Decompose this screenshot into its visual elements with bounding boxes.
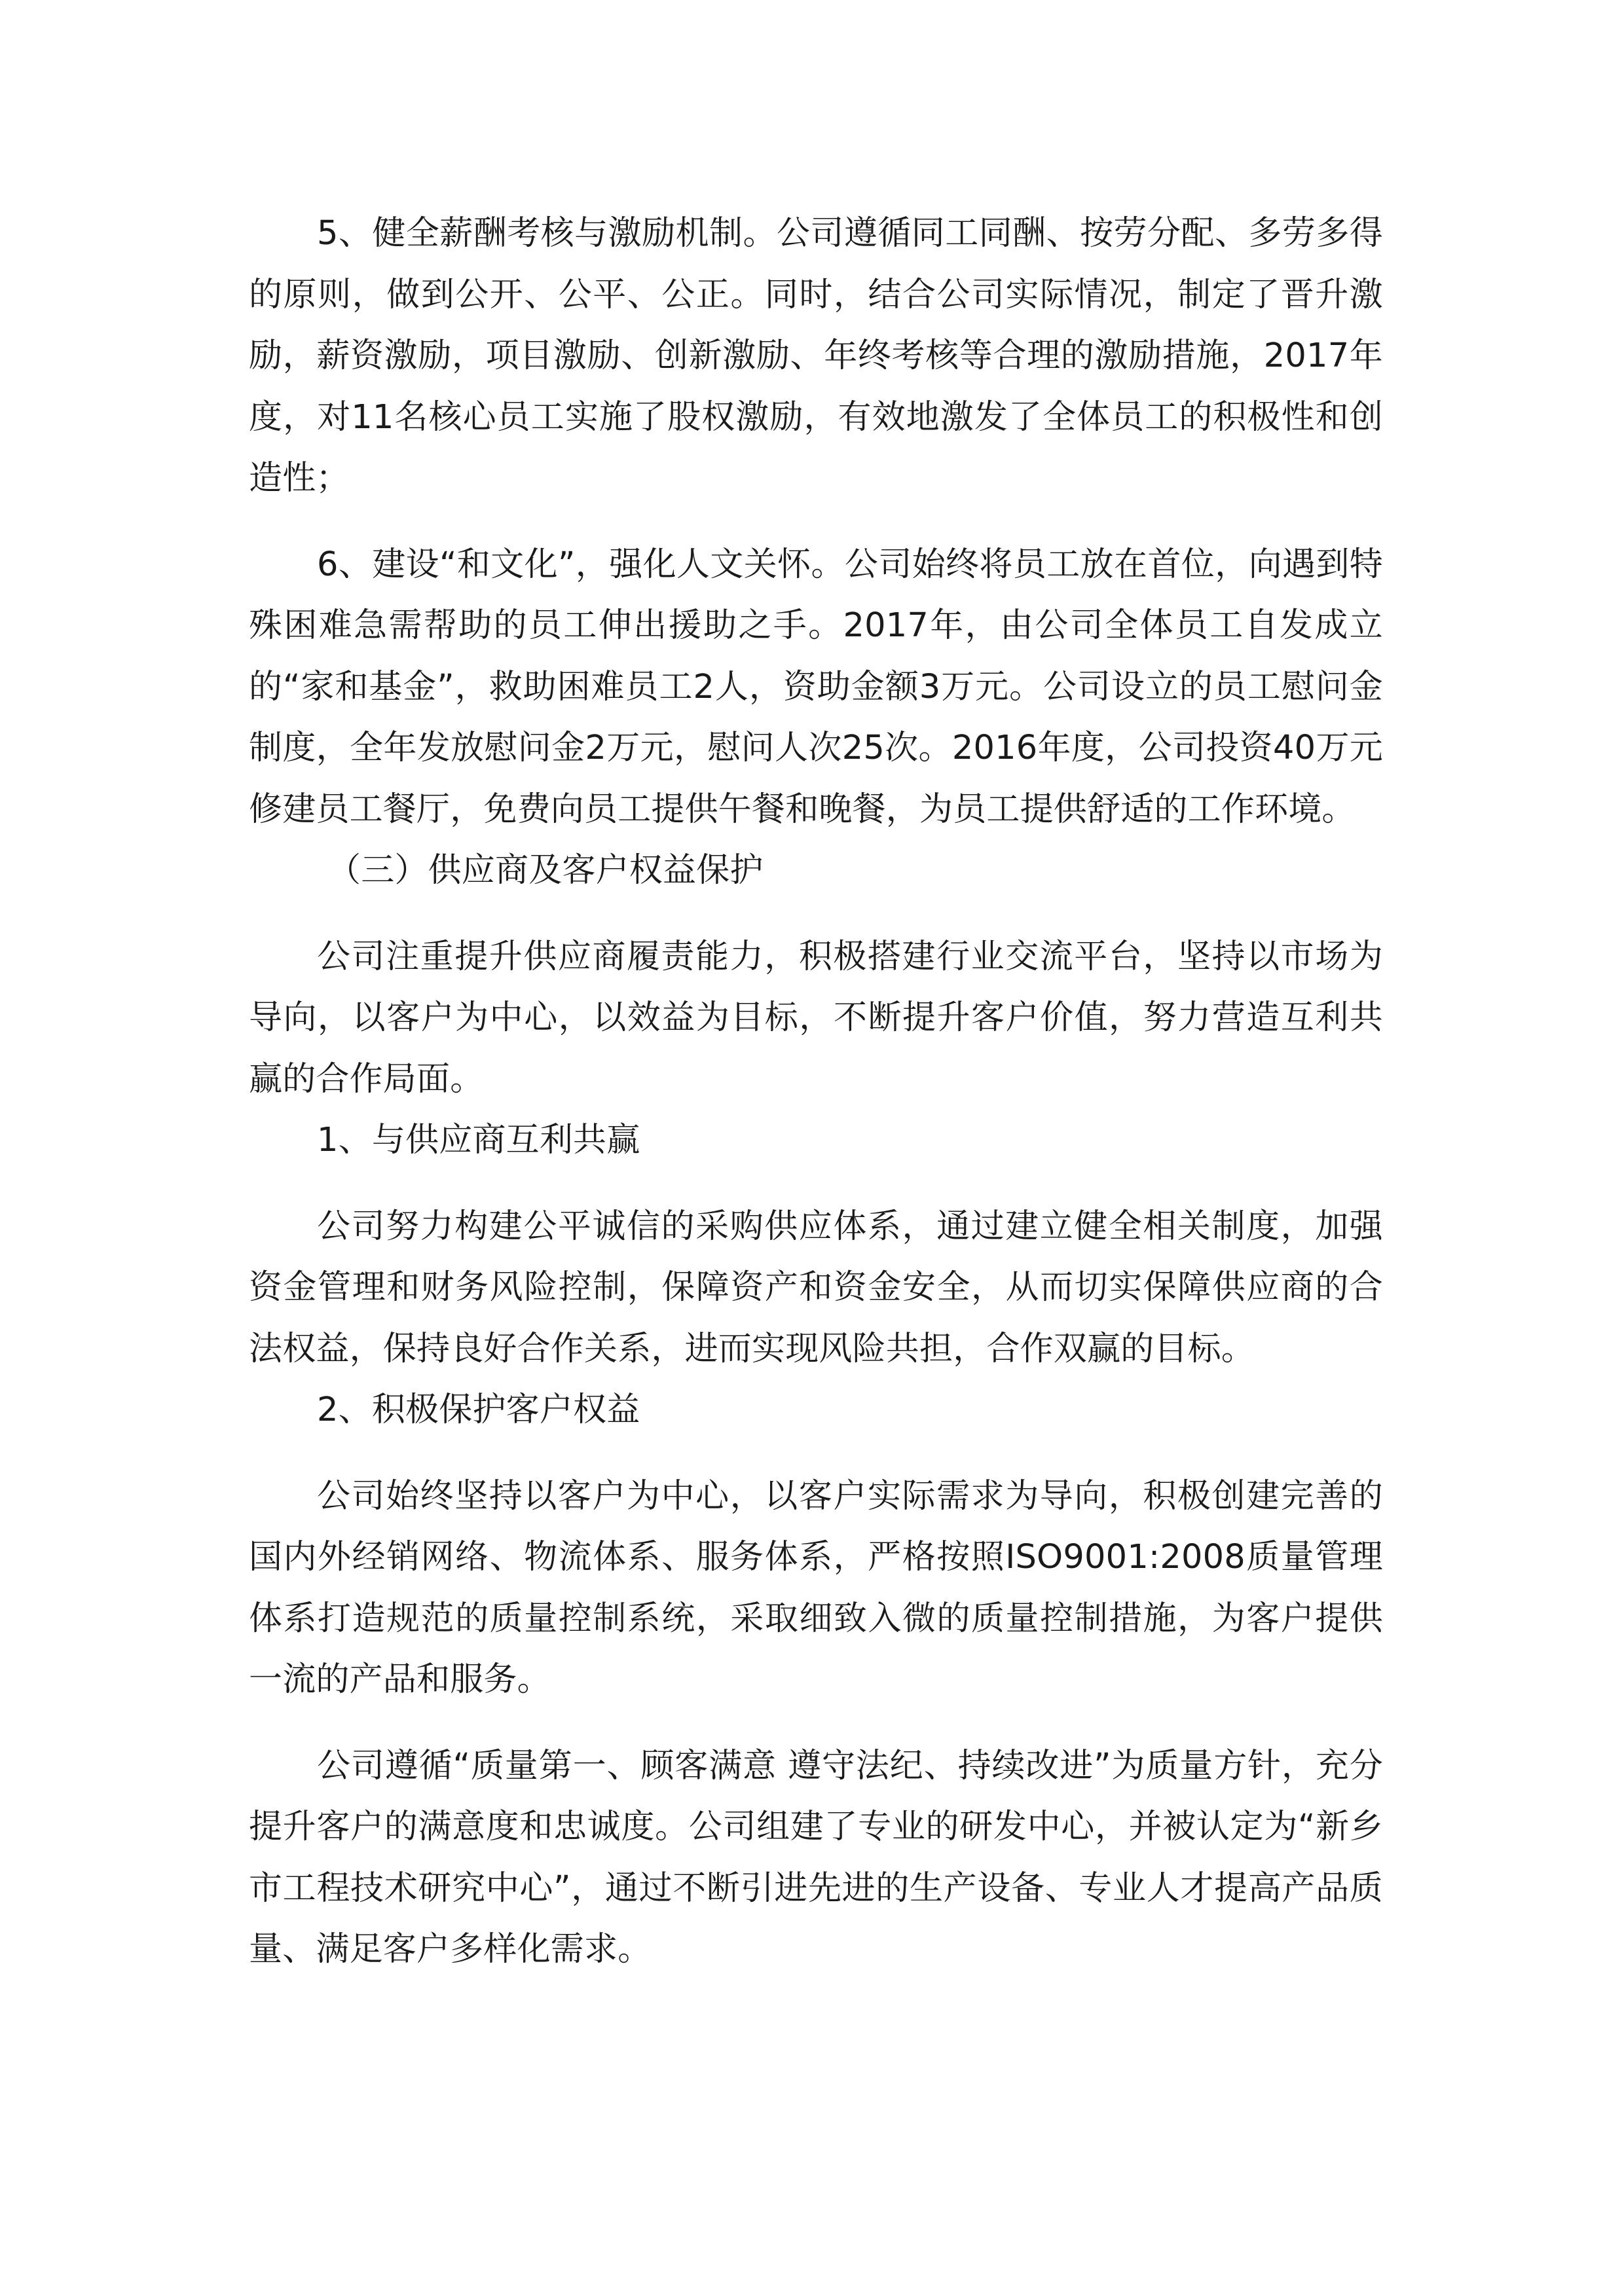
subheading-supplier-win-win: 1、与供应商互利共赢 (317, 1121, 640, 1159)
paragraph-customer-body-2: 公司遵循“质量第一、顾客满意 遵守法纪、持续改进”为质量方针，充分提升客户的满意度和忠诚度。公司组建了专业的研发中心，并被认定为“新乡市工程技术研究中心”，通过不断引进先进的生产设备、专业人才提高产品质量、满足客户多样化需求。 (249, 1746, 1383, 1969)
paragraph-harmony-culture: 6、建设“和文化”，强化人文关怀。公司始终将员工放在首位，向遇到特殊困难急需帮助的员工伸出援助之手。2017年，由公司全体员工自发成立的“家和基金”，救助困难员工2人，资助金额3万元。公司设立的员工慰问金制度，全年发放慰问金2万元，慰问人次25次。2016年度，公司投资40万元修建员工餐厅，免费向员工提供午餐和晚餐，为员工提供舒适的工作环境。 (249, 545, 1383, 829)
subheading-customer-rights: 2、积极保护客户权益 (317, 1391, 640, 1429)
paragraph-compensation-incentives: 5、健全薪酬考核与激励机制。公司遵循同工同酬、按劳分配、多劳多得的原则，做到公开、公平、公正。同时，结合公司实际情况，制定了晋升激励，薪资激励，项目激励、创新激励、年终考核等合理的激励措施，2017年度，对11名核心员工实施了股权激励，有效地激发了全体员工的积极性和创造性； (249, 214, 1383, 498)
section-heading-supplier-customer: （三）供应商及客户权益保护 (327, 851, 764, 890)
document-page (249, 203, 1383, 1980)
paragraph-section-intro: 公司注重提升供应商履责能力，积极搭建行业交流平台，坚持以市场为导向，以客户为中心，以效益为目标，不断提升客户价值，努力营造互利共赢的合作局面。 (249, 937, 1383, 1099)
paragraph-customer-body-1: 公司始终坚持以客户为中心，以客户实际需求为导向，积极创建完善的国内外经销网络、物流体系、服务体系，严格按照ISO9001:2008质量管理体系打造规范的质量控制系统，采取细致入微的质量控制措施，为客户提供一流的产品和服务。 (249, 1476, 1383, 1699)
paragraph-supplier-body: 公司努力构建公平诚信的采购供应体系，通过建立健全相关制度，加强资金管理和财务风险控制，保障资产和资金安全，从而切实保障供应商的合法权益，保持良好合作关系，进而实现风险共担，合作双赢的目标。 (249, 1207, 1383, 1368)
